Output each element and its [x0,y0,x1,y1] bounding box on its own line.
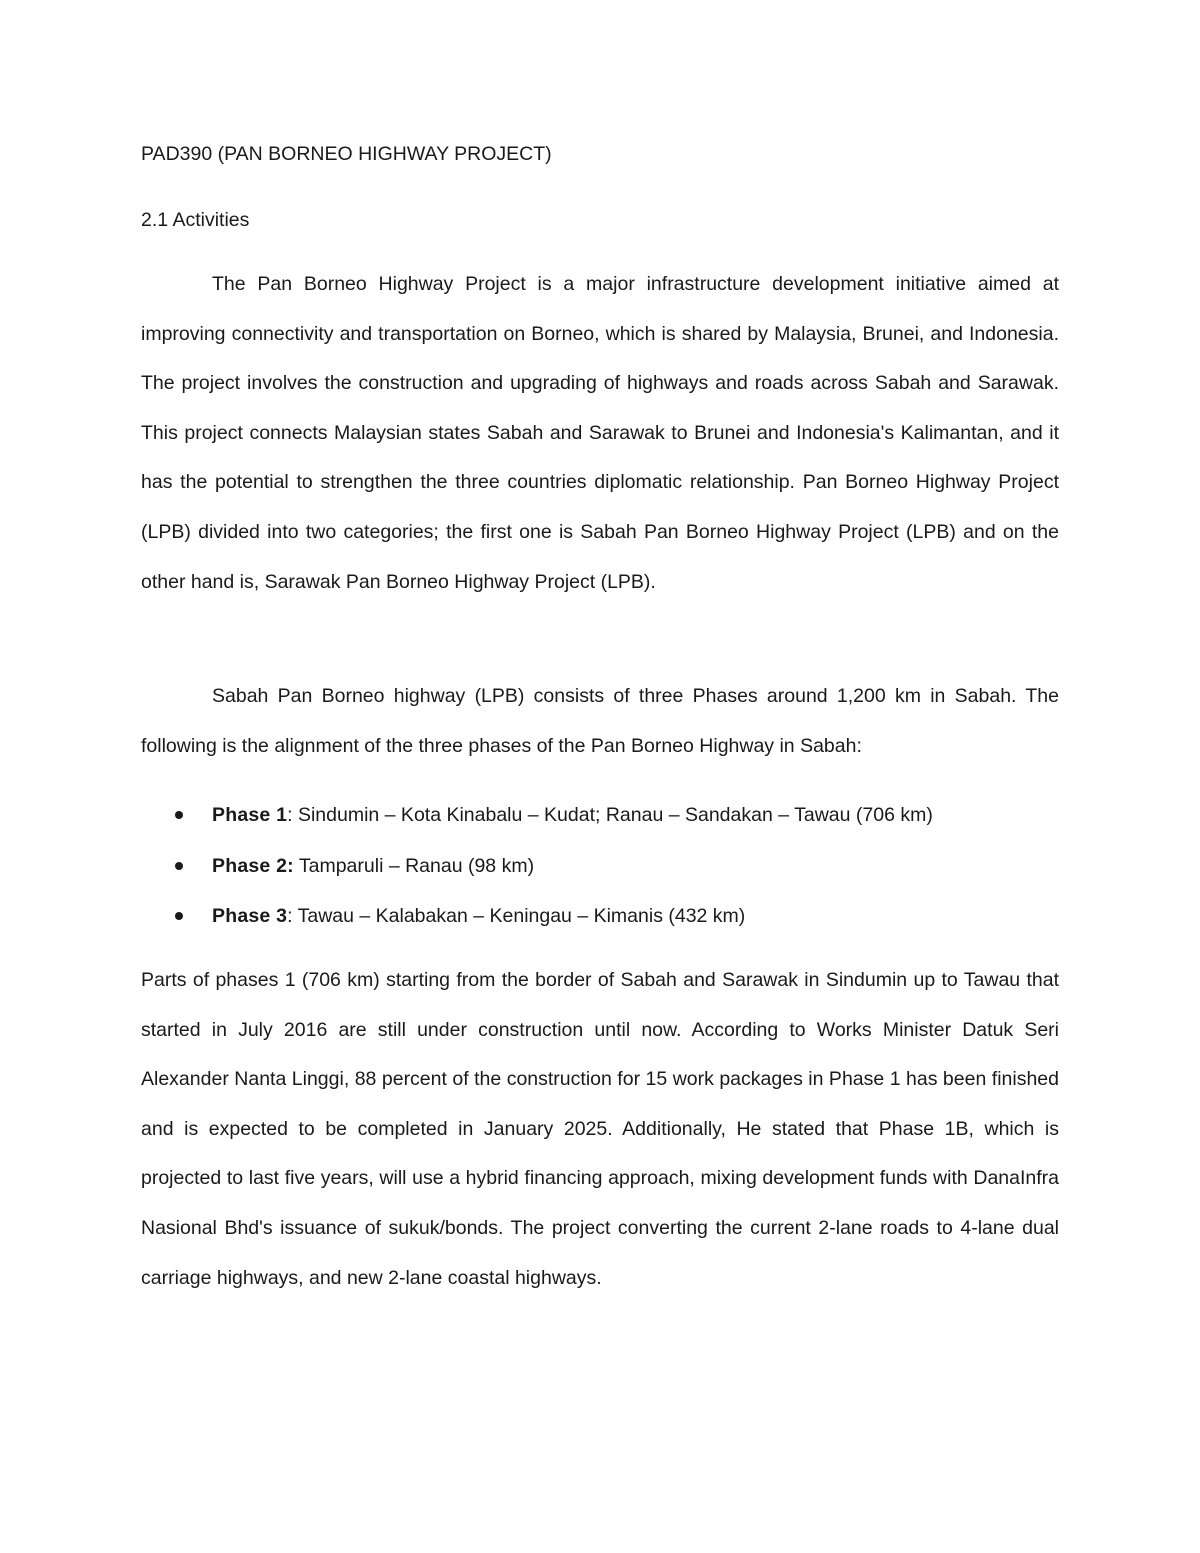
phase-label: Phase 1 [212,804,288,826]
phase-item-3 [141,891,1059,942]
bullet-icon [175,811,183,819]
phase-text: : Sindumin – Kota Kinabalu – Kudat; Ranau – Sandakan – Tawau (706 km) [287,804,933,826]
phase-item-2 [141,841,1059,892]
phase-label: Phase 3 [212,905,288,927]
phase-list [141,790,1059,942]
bullet-icon [175,912,183,920]
document-title: PAD390 (PAN BORNEO HIGHWAY PROJECT) [141,143,552,165]
paragraph-intro: The Pan Borneo Highway Project is a major infrastructure development initiative aimed at improving connectivity and transportation on Borneo, which is shared by Malaysia, Brunei, and Indonesia. The project involves the construction and upgrading of highways and roads across Sabah and Sarawak. This project connects Malaysian states Sabah and Sarawak to Brunei and Indonesia's Kalimantan, and it has the potential to strengthen the three countries diplomatic relationship. Pan Borneo Highway Project (LPB) divided into two categories; the first one is Sabah Pan Borneo Highway Project (LPB) and on the other hand is, Sarawak Pan Borneo Highway Project (LPB). [141,273,1059,593]
phase-label: Phase 2: [212,854,294,877]
phase-text: Tamparuli – Ranau (98 km) [293,854,535,877]
paragraph-phase1-progress: Parts of phases 1 (706 km) starting from the border of Sabah and Sarawak in Sindumin up to Tawau that started in July 2016 are still under construction until now. According to Works Minister Datuk Seri Alexander Nanta Linggi, 88 percent of the construction for 15 work packages in Phase 1 has been finished and is expected to be completed in January 2025. Additionally, He stated that Phase 1B, which is projected to last five years, will use a hybrid financing approach, mixing development funds with DanaInfra Nasional Bhd's issuance of sukuk/bonds. The project converting the current 2-lane roads to 4-lane dual carriage highways, and new 2-lane coastal highways. [141,969,1059,1289]
bullet-icon [175,862,183,870]
section-heading: 2.1 Activities [141,209,250,231]
phase-text: : Tawau – Kalabakan – Keningau – Kimanis (432 km) [287,905,746,927]
phase-item-1 [141,790,1059,841]
paragraph-sabah-phases: Sabah Pan Borneo highway (LPB) consists of three Phases around 1,200 km in Sabah. The following is the alignment of the three phases of the Pan Borneo Highway in Sabah: [141,685,1059,757]
